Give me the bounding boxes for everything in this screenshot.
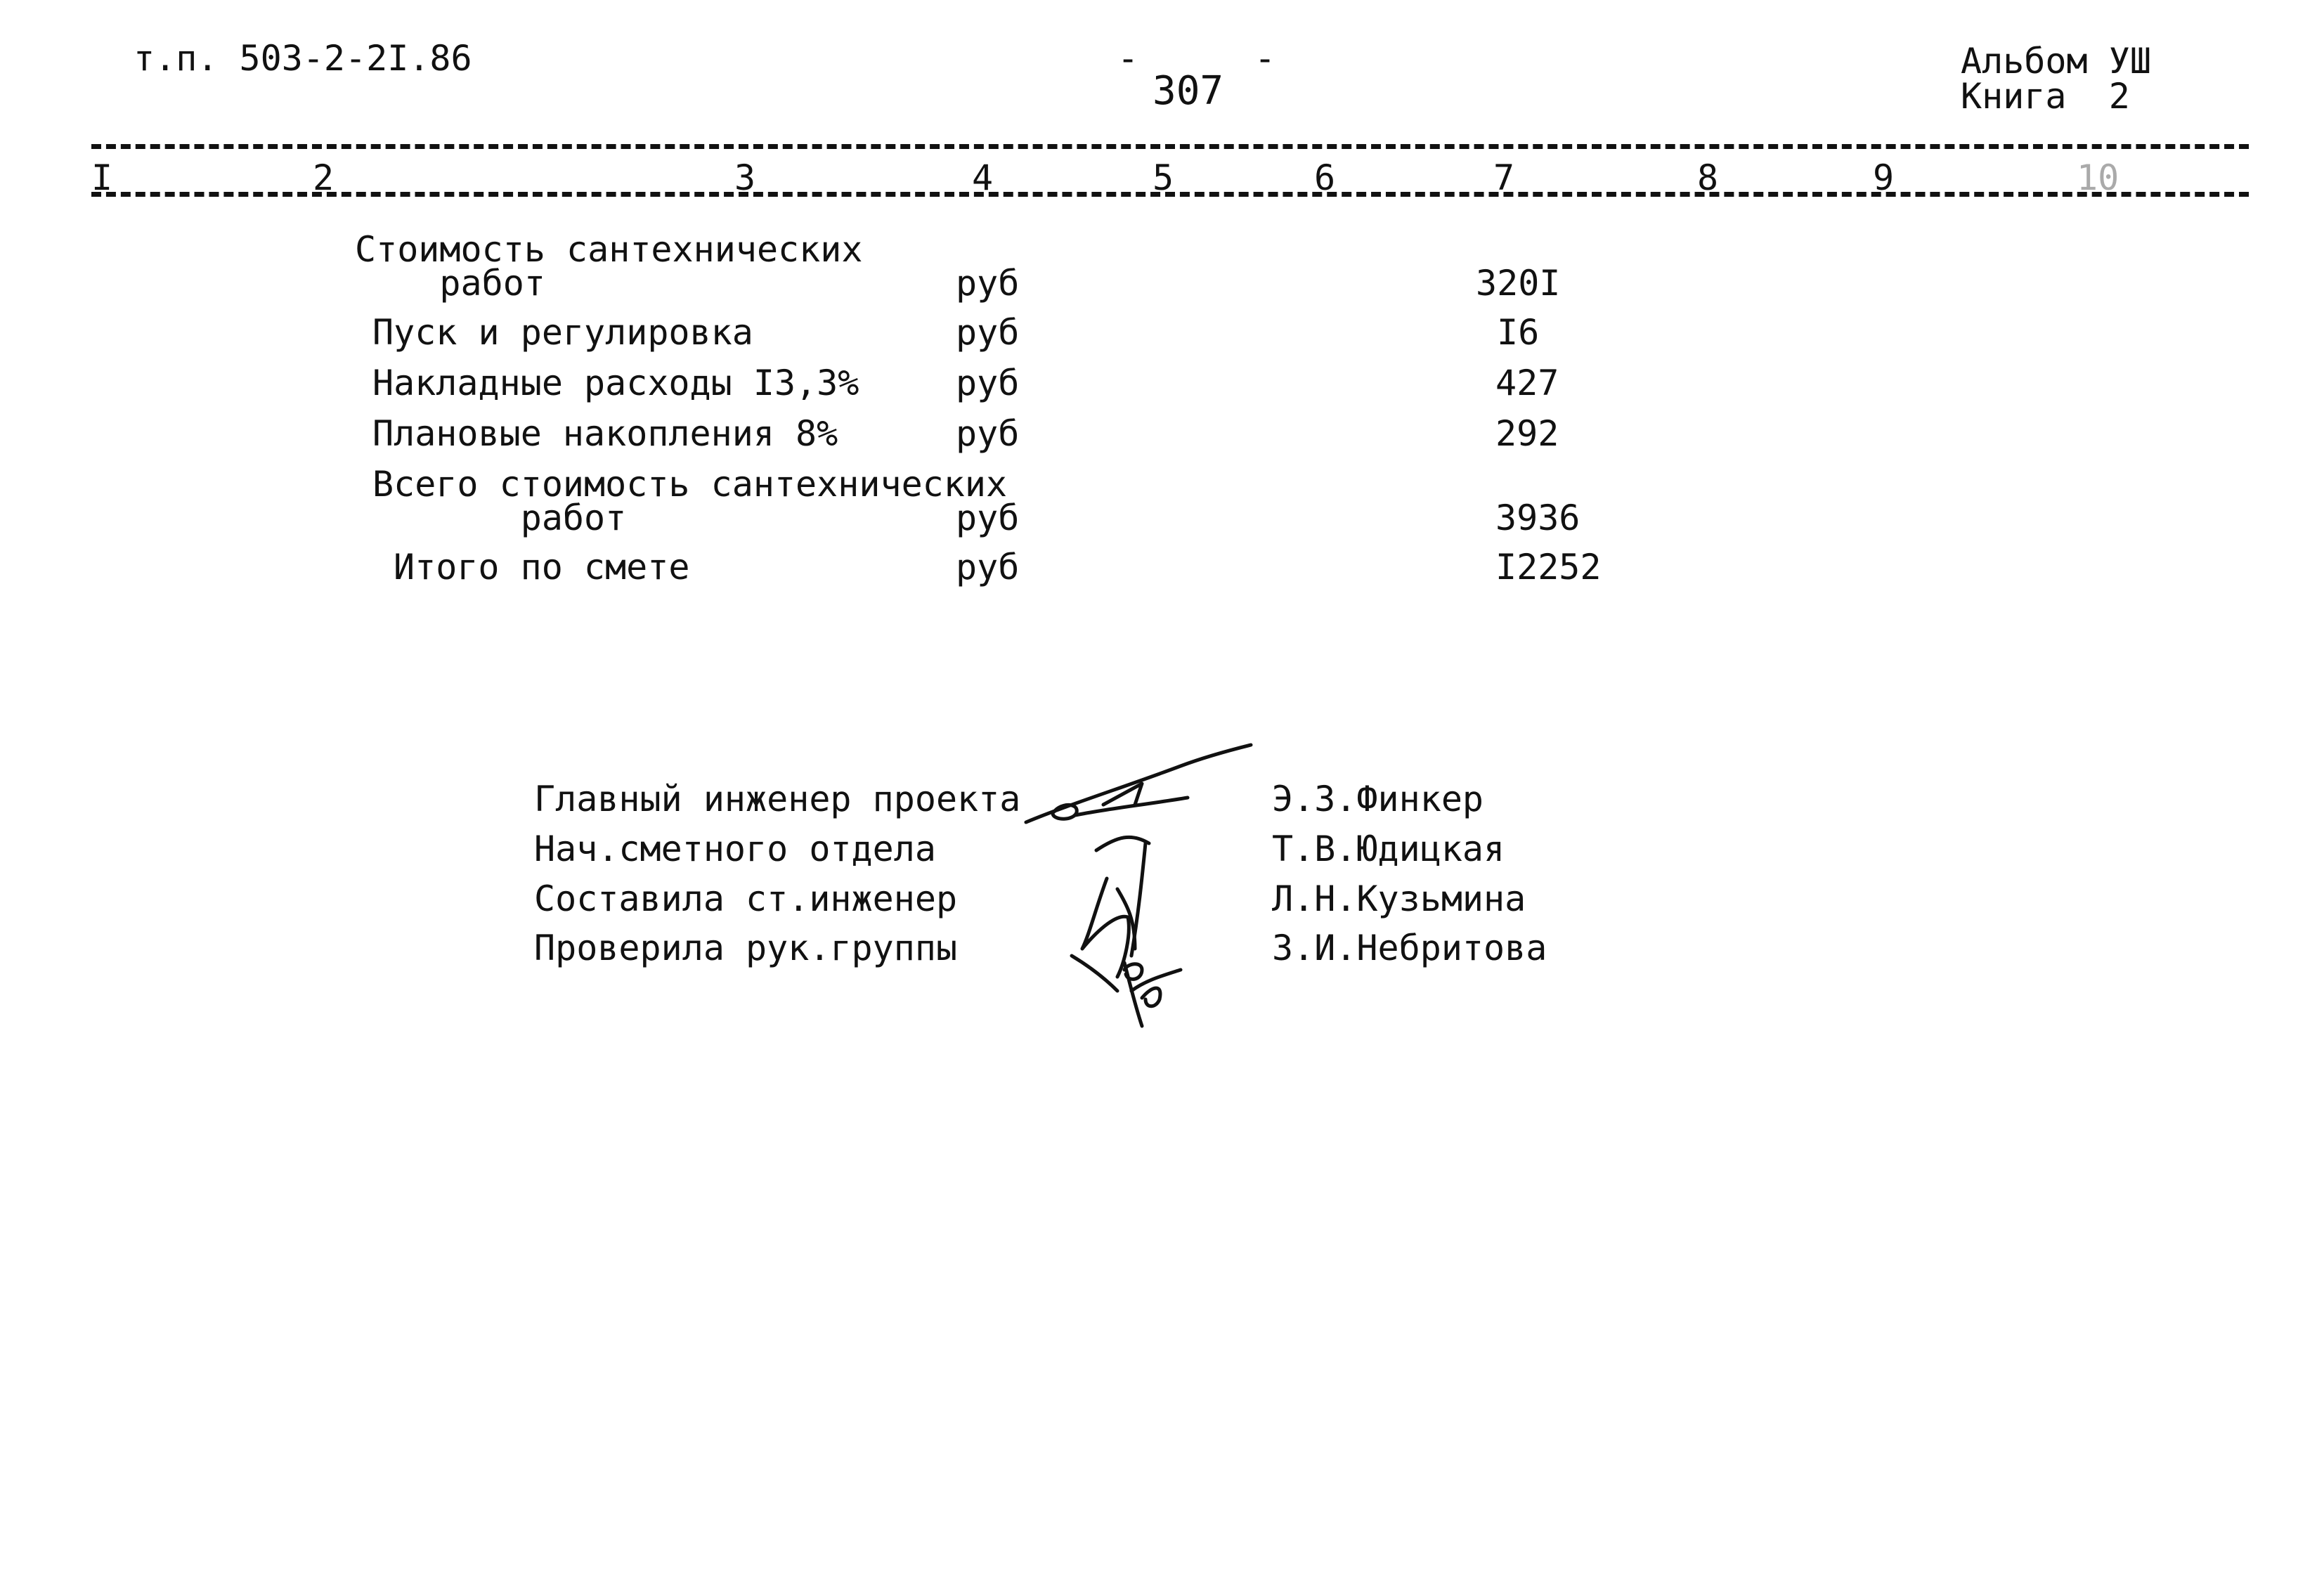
row-label: Всего стоимость сантехнических	[372, 464, 1008, 505]
column-number: 4	[972, 157, 994, 198]
row-value: I2252	[1495, 547, 1602, 588]
row-label-continued: работ	[372, 498, 627, 538]
column-number: 10	[2077, 157, 2119, 198]
row-label: Плановые накопления 8%	[372, 413, 838, 454]
signer-name: З.И.Небритова	[1272, 928, 1547, 968]
page-mark-right: -	[1254, 38, 1276, 79]
column-number: 3	[734, 157, 756, 198]
column-number: 7	[1493, 157, 1515, 198]
page-number: 307	[1153, 68, 1224, 114]
column-number: 2	[313, 157, 335, 198]
signer-name: Т.В.Юдицкая	[1272, 829, 1505, 869]
row-unit: руб	[956, 498, 1020, 538]
row-label: Накладные расходы I3,3%	[372, 363, 859, 403]
signer-name: Л.Н.Кузьмина	[1272, 878, 1526, 919]
album-label: Альбом УШ	[1961, 41, 2151, 82]
row-label: Стоимость сантехнических	[355, 229, 863, 270]
column-number: 8	[1697, 157, 1719, 198]
page-mark-left: -	[1117, 38, 1139, 79]
row-value: 292	[1495, 413, 1559, 454]
project-code: т.п. 503-2-2I.86	[134, 38, 472, 79]
handwritten-signature	[1012, 738, 1279, 1033]
signer-name: Э.З.Финкер	[1272, 779, 1484, 819]
book-label: Книга 2	[1961, 76, 2130, 117]
row-unit: руб	[956, 547, 1020, 588]
signer-role: Составила ст.инженер	[534, 878, 958, 919]
row-unit: руб	[956, 312, 1020, 353]
column-number: 5	[1153, 157, 1174, 198]
signer-role: Проверила рук.группы	[534, 928, 958, 968]
column-number: I	[91, 157, 113, 198]
row-label: Итого по смете	[394, 547, 690, 588]
row-value: 320I	[1476, 263, 1561, 304]
column-number: 6	[1314, 157, 1336, 198]
row-unit: руб	[956, 363, 1020, 403]
signer-role: Нач.сметного отдела	[534, 829, 936, 869]
ruler-top-line	[91, 144, 2249, 149]
row-label: Пуск и регулировка	[372, 312, 753, 353]
row-unit: руб	[956, 413, 1020, 454]
row-unit: руб	[956, 263, 1020, 304]
signer-role: Главный инженер проекта	[534, 779, 1021, 819]
column-number: 9	[1873, 157, 1895, 198]
row-value: I6	[1497, 312, 1540, 353]
row-value: 427	[1495, 363, 1559, 403]
row-value: 3936	[1495, 498, 1580, 538]
row-label-continued: работ	[355, 263, 545, 304]
